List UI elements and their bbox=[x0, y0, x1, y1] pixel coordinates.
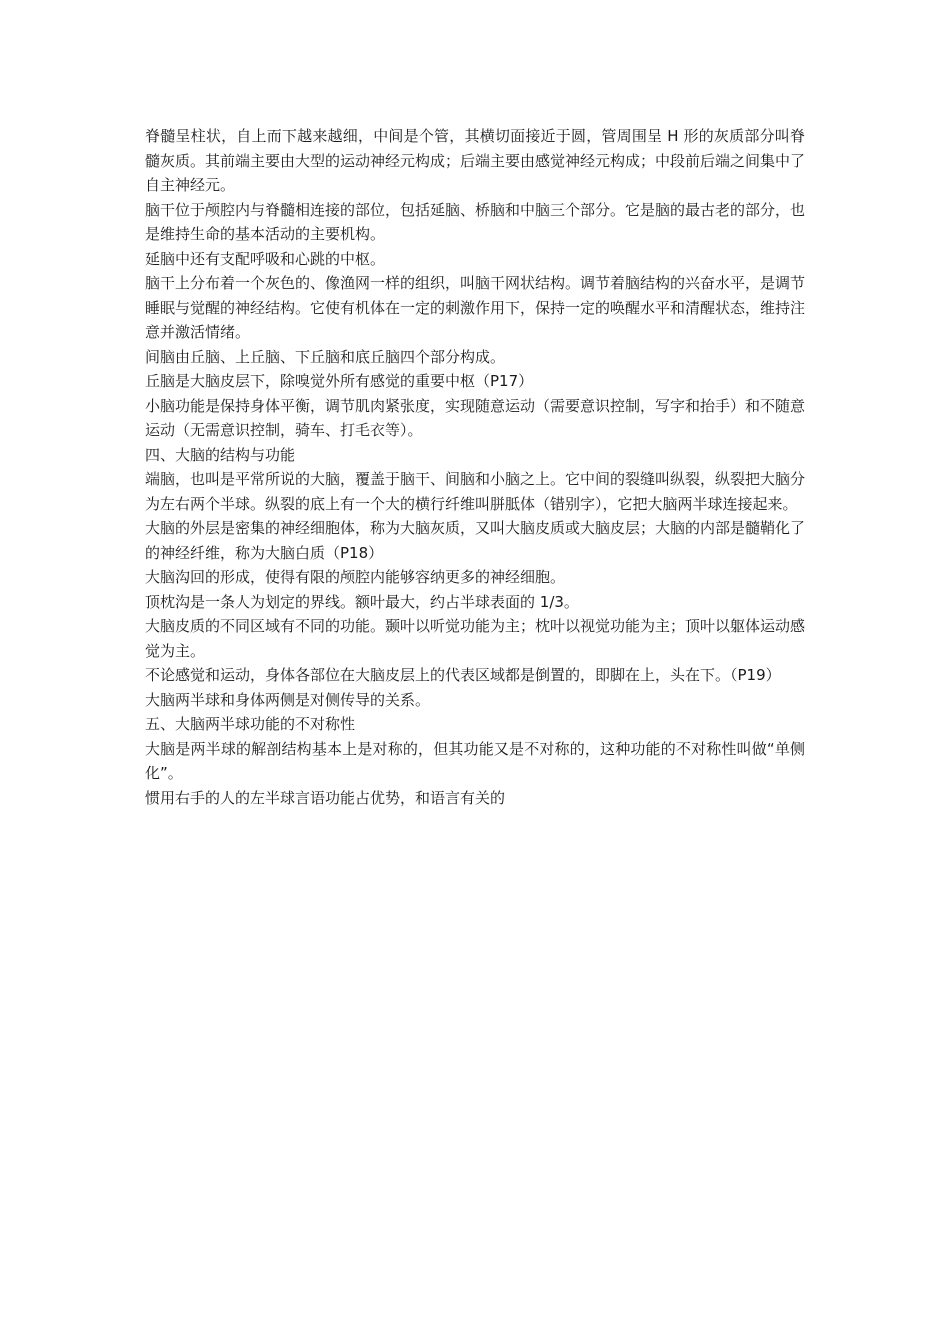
paragraph-brainstem: 脑干位于颅腔内与脊髓相连接的部位，包括延脑、桥脑和中脑三个部分。它是脑的最古老的部分，也是维持生命的基本活动的主要机构。 bbox=[145, 200, 806, 243]
section-heading-cerebrum: 四、大脑的结构与功能 bbox=[145, 445, 296, 464]
paragraph-spinal-cord: 脊髓呈柱状，自上而下越来越细，中间是个管，其横切面接近于圆，管周围呈 H 形的灰质部分叫脊髓灰质。其前端主要由大型的运动神经元构成；后端主要由感觉神经元构成；中段前后端之间集中了自主神经元。 bbox=[145, 127, 806, 194]
paragraph-lateralization: 大脑是两半球的解剖结构基本上是对称的，但其功能又是不对称的，这种功能的不对称性叫做“单侧化”。 bbox=[145, 739, 805, 782]
paragraph-telencephalon: 端脑，也叫是平常所说的大脑，覆盖于脑干、间脑和小脑之上。它中间的裂缝叫纵裂，纵裂把大脑分为左右两个半球。纵裂的底上有一个大的横行纤维叫胼胝体（错别字），它把大脑两半球连接起来。 bbox=[145, 470, 806, 513]
paragraph-medulla: 延脑中还有支配呼吸和心跳的中枢。 bbox=[145, 249, 386, 268]
paragraph-inverted-representation: 不论感觉和运动，身体各部位在大脑皮层上的代表区域都是倒置的，即脚在上，头在下。（P19） bbox=[145, 666, 781, 684]
paragraph-gyri-sulci: 大脑沟回的形成，使得有限的颅腔内能够容纳更多的神经细胞。 bbox=[145, 568, 566, 586]
paragraph-diencephalon: 间脑由丘脑、上丘脑、下丘脑和底丘脑四个部分构成。 bbox=[145, 347, 506, 366]
section-heading-asymmetry: 五、大脑两半球功能的不对称性 bbox=[145, 715, 356, 733]
paragraph-parieto-occipital: 顶枕沟是一条人为划定的界线。额叶最大，约占半球表面的 1/3。 bbox=[145, 592, 579, 611]
paragraph-thalamus: 丘脑是大脑皮层下，除嗅觉外所有感觉的重要中枢（P17） bbox=[145, 372, 534, 390]
paragraph-cortex-functions: 大脑皮质的不同区域有不同的功能。颞叶以听觉功能为主；枕叶以视觉功能为主；顶叶以躯体运动感觉为主。 bbox=[145, 617, 806, 660]
paragraph-gray-white-matter: 大脑的外层是密集的神经细胞体，称为大脑灰质，又叫大脑皮质或大脑皮层；大脑的内部是髓鞘化了的神经纤维，称为大脑白质（P18） bbox=[145, 519, 806, 562]
paragraph-right-handed: 惯用右手的人的左半球言语功能占优势，和语言有关的 bbox=[145, 788, 506, 807]
paragraph-cerebellum: 小脑功能是保持身体平衡，调节肌肉紧张度，实现随意运动（需要意识控制，写字和抬手）和不随意运动（无需意识控制，骑车、打毛衣等）。 bbox=[145, 396, 806, 439]
paragraph-reticular-formation: 脑干上分布着一个灰色的、像渔网一样的组织，叫脑干网状结构。调节着脑结构的兴奋水平，是调节睡眠与觉醒的神经结构。它使有机体在一定的刺激作用下，保持一定的唤醒水平和清醒状态，维持注意并激活情绪。 bbox=[145, 274, 806, 341]
document-body bbox=[145, 124, 805, 810]
paragraph-contralateral: 大脑两半球和身体两侧是对侧传导的关系。 bbox=[145, 690, 431, 709]
